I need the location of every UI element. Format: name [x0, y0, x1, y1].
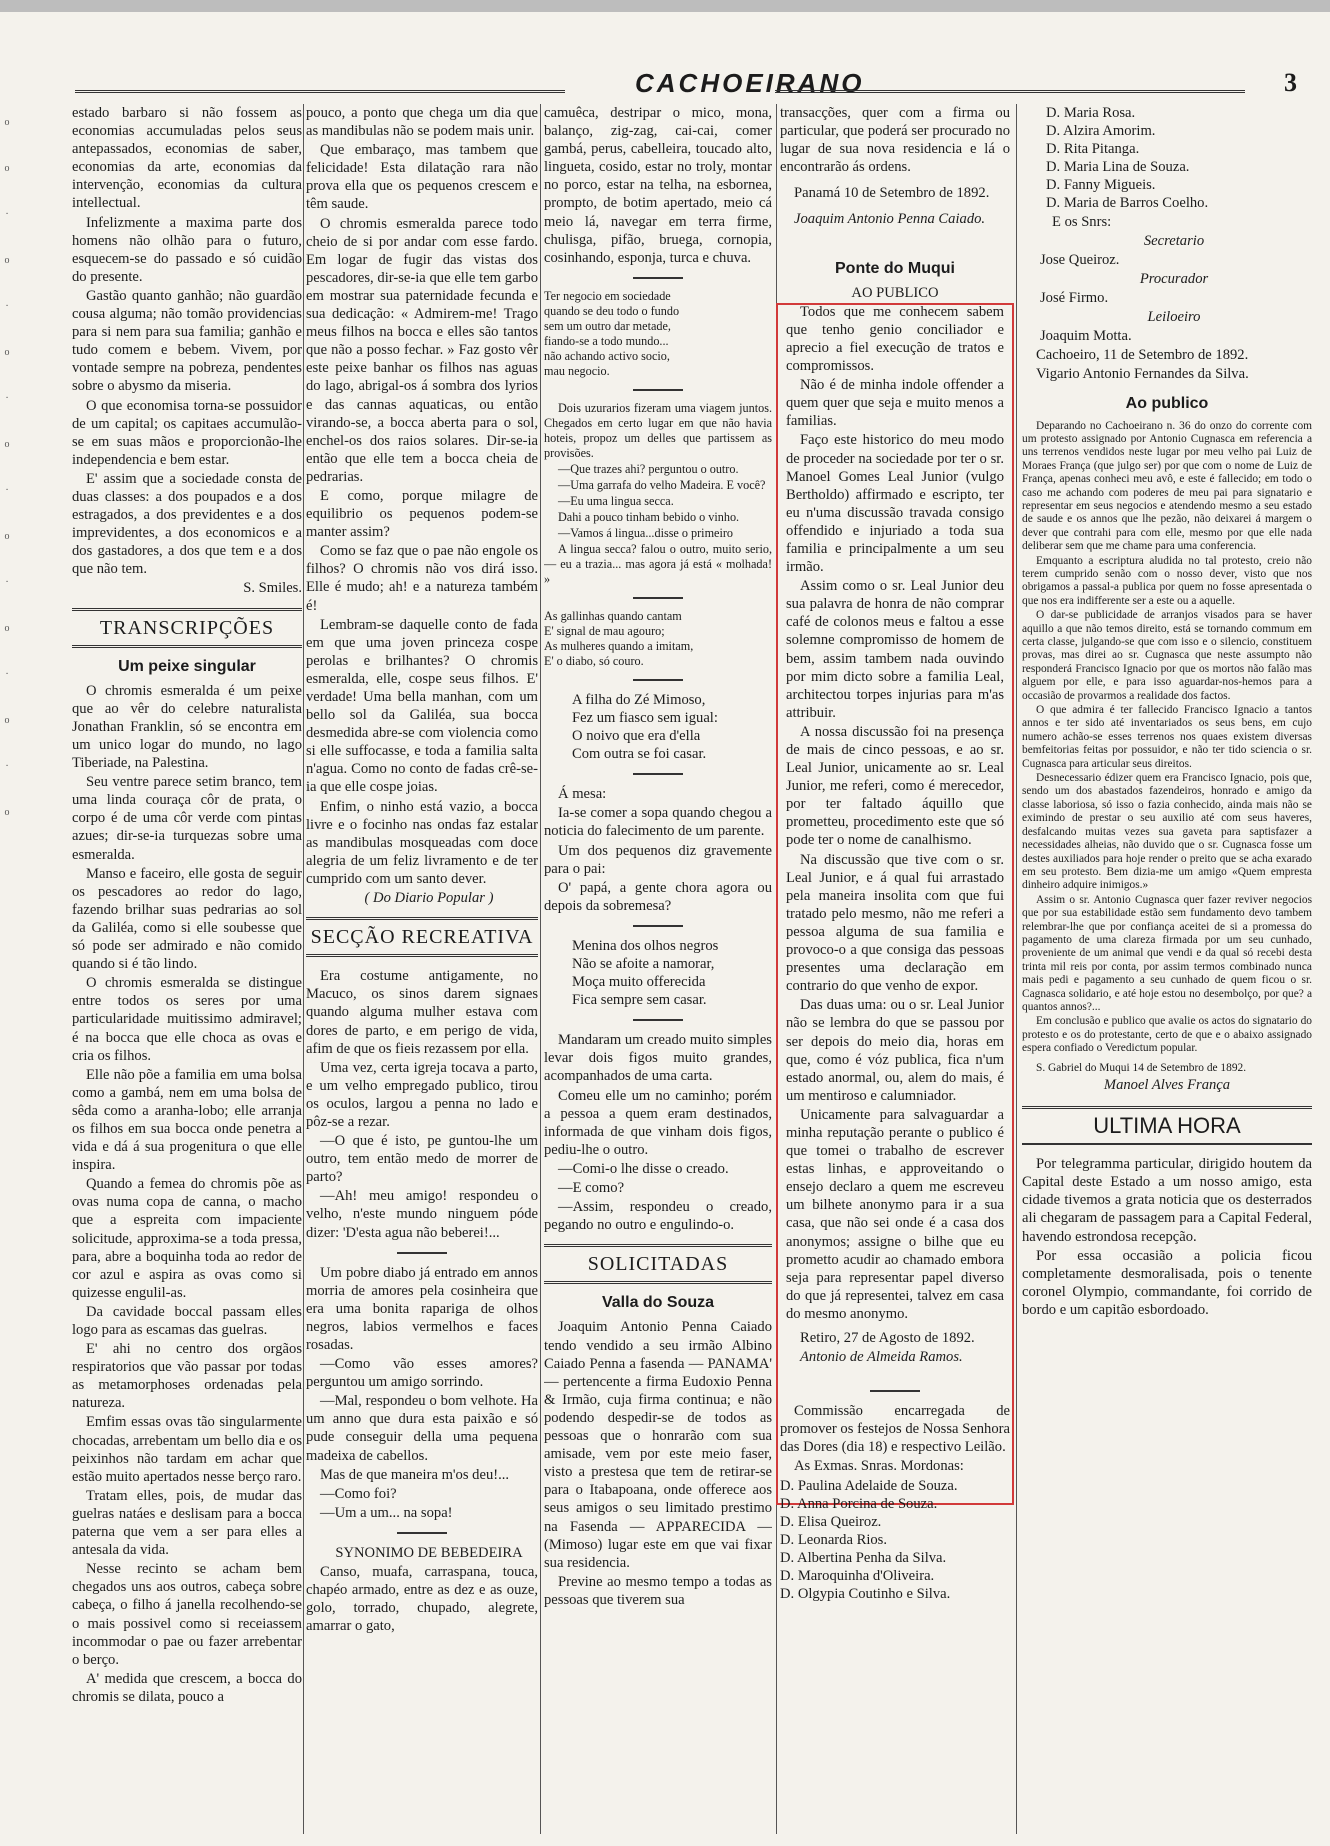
article-title: Um peixe singular	[118, 657, 256, 675]
dateline: Retiro, 27 de Agosto de 1892.	[800, 1330, 975, 1346]
scan-top-strip	[0, 0, 1330, 12]
paragraph: Que embaraço, mas tambem que felicidade! Esta dilatação rara não prova ella que os pequenos crescem e têm saude.	[306, 142, 538, 213]
verse-line: E' signal de mau agouro;	[544, 623, 665, 638]
byline: S. Smiles.	[243, 580, 302, 597]
article-title: Ao publico	[1125, 395, 1209, 413]
paragraph: E como, porque milagre de equilibrio os pequenos podem-se manter assim?	[306, 487, 538, 541]
list-item: D. Paulina Adelaide de Souza.	[780, 1477, 958, 1494]
paragraph: —E como?	[558, 1180, 625, 1196]
list-item: D. Elisa Queiroz.	[780, 1513, 882, 1530]
paragraph: Um pobre diabo já entrado em annos morria de amores pela cosinheira que era uma bonita rapariga de olhos negros, labios vermelhos e faces rosadas.	[306, 1264, 538, 1353]
paragraph: Quando a femea do chromis põe as ovas numa copa de canna, o macho que a espreita com impaciente solicitude, approxima-se a toda pressa, para, abre a boquinha toda ao redor de cor azul e aspira as ovas como si quizesse engulil-as.	[72, 1176, 302, 1301]
paragraph: —Comi-o lhe disse o creado.	[558, 1160, 729, 1177]
paragraph: Á mesa:	[558, 786, 607, 803]
list-item: D. Maria de Barros Coelho.	[1046, 195, 1209, 212]
verse-line: mau negocio.	[544, 363, 610, 378]
verse-line: O noivo que era d'ella	[572, 728, 701, 745]
verse-line: A filha do Zé Mimoso,	[572, 691, 706, 708]
paragraph: Era costume antigamente, no Macuco, os sinos darem signaes quando alguma mulher estava com dores de parto, e em perigo de vida, afim de que os fieis rezassem por ella.	[306, 968, 538, 1057]
separator	[633, 277, 683, 279]
paragraph: O chromis esmeralda parece todo cheio de si por andar com esse fardo. Em logar de fugir das vistas dos pescadores, dir-se-ia que elle tem garbo em mostrar sua paternidade fecunda e sua dedicação: « Admirem-me! Trago meus filhos na bocca e elles são tantos que não a posso fechar. » Faz gosto vêr este peixe banhar os filhos nas aguas do lago, abrigal-os á sombra dos lyrios e das cannas aquaticas, ou então virando-se, a bocca aberta para o sol, enchel-os dos raios solares. Dir-se-ia então que elle tem a bocca cheia de pedrarias.	[306, 215, 538, 485]
paragraph: —O que é isto, pe guntou-lhe um outro, tem então medo de morrer de parto?	[306, 1133, 538, 1186]
dateline: Cachoeiro, 11 de Setembro de 1892.	[1036, 347, 1249, 364]
masthead-rule-left	[75, 90, 565, 93]
paragraph: E' assim que a sociedade consta de duas classes: a dos poupados e a dos estragados, a dos previdentes e a dos imprevidentes, a dos economicos e a dos gastadores, a dos que tem e a dos que não tem.	[72, 470, 302, 578]
paragraph: Elle não põe a familia em uma bolsa como a gambá, nem em uma bolsa de sêda como a aranha-lobo; elle arranja os filhos em sua bocca onde penetra a vida e dá á sua progenitura o que elle inspira.	[72, 1066, 302, 1174]
paragraph: Seu ventre parece setim branco, tem uma linda couraça côr de prata, o corpo é de uma côr verde com pintas azues; dir-se-ia turquezas sobre uma esmeralda.	[72, 774, 302, 863]
signature: Antonio de Almeida Ramos.	[800, 1349, 963, 1366]
separator	[397, 1532, 447, 1534]
paragraph: —Assim, respondeu o creado, pegando no outro e engulindo-o.	[544, 1199, 772, 1234]
paragraph: Previne ao mesmo tempo a todas as pessoas que tiverem sua	[544, 1573, 772, 1608]
section-heading: SECÇÃO RECREATIVA	[306, 917, 538, 957]
list-item: D. Maria Rosa.	[1046, 105, 1136, 121]
verse-line: não achando activo socio,	[544, 348, 670, 363]
source-credit: ( Do Diario Popular )	[364, 890, 494, 907]
column-rule	[1016, 104, 1017, 1834]
masthead-rule-right	[775, 90, 1245, 93]
paragraph: Todos que me conhecem sabem que tenho genio conciliador e aprecio a fiel execução de tratos e compromissos.	[786, 303, 1004, 375]
verse-line: quando se deu todo o fundo	[544, 303, 680, 318]
paragraph: O chromis esmeralda é um peixe que ao vêr do celebre naturalista Jonathan Franklin, só se encontra em um unico logar do mundo, no lago Tiberiade, na Palestina.	[72, 682, 302, 772]
role-name: José Firmo.	[1040, 289, 1109, 306]
signature: Manoel Alves França	[1103, 1077, 1231, 1093]
paragraph: transacções, quer com a firma ou particular, que poderá ser procurado no lugar de sua nova residencia e lá o encontrarão ás ordens.	[780, 105, 1010, 176]
paragraph: Commissão encarregada de promover os festejos de Nossa Senhora das Dores (dia 18) e respectivo Leilão.	[780, 1403, 1010, 1456]
role-label: Leiloeiro	[1147, 309, 1201, 326]
paragraph: Um dos pequenos diz gravemente para o pai:	[544, 842, 772, 877]
paragraph: Comeu elle um no caminho; porém a pessoa a quem eram destinados, informada de que vinham dois figos, pediu-lhe o outro.	[544, 1087, 772, 1158]
role-label: Secretario	[1143, 232, 1205, 249]
paragraph: Ia-se comer a sopa quando chegou a noticia do falecimento de um parente.	[544, 805, 772, 840]
paragraph: Dahi a pouco tinham bebido o vinho.	[558, 509, 740, 524]
paragraph: Mandaram um creado muito simples levar dois figos muito grandes, acompanhados de uma carta.	[544, 1032, 772, 1085]
signature: Joaquim Antonio Penna Caiado.	[794, 211, 986, 228]
masthead	[75, 64, 1305, 104]
paragraph: Deparando no Cachoeirano n. 36 do onzo do corrente com um protesto assignado por Antonio Cugnasca em referencia a uns terrenos vendidos neste lugar por meu velho pai Luiz de Moraes França (que julgo ser) por que com o nome de Luiz de França, apenas conheci meu avô, e este é fallecido; em todo o caso me achando com poderes de meu pai para signatario e representar em seus negocios e atendendo mesmo a seu estado de saude e os annos que lhe pezão, não deixarei á margem o dever que contrahi para com elle, mesmo por que elle nada deliberar sem que me chame para uma conferencia.	[1022, 419, 1312, 553]
verse-line: As mulheres quando a imitam,	[544, 638, 694, 653]
verse-line: As gallinhas quando cantam	[544, 608, 682, 623]
paragraph: —Uma garrafa do velho Madeira. E você?	[558, 477, 766, 492]
paragraph: Por telegramma particular, dirigido houtem da Capital deste Estado a um nosso amigo, esta cidade tivemos a grata noticia que os desterrados ali chegaram de passagem para a Capital Federal, havendo estrondosa recepção.	[1022, 1156, 1312, 1245]
article-title: Valla do Souza	[601, 1294, 715, 1312]
paragraph: Gastão quanto ganhão; não guardão cousa alguma; não tomão providencias para si nem para sua familia; ganhão e tudo comem e bebem. Vivem, por vontade sempre na pobreza, pendentes sobre o abysmo da miseria.	[72, 287, 302, 395]
paragraph: Da cavidade boccal passam elles logo para as escamas das guelras.	[72, 1303, 302, 1338]
label: E os Snrs:	[1052, 213, 1112, 230]
verse-line: Não se afoite a namorar,	[572, 955, 715, 972]
paragraph: O que economisa torna-se possuidor de um capital; os capitaes accumulão-se em suas mãos e proporcionão-lhe independencia e bem estar.	[72, 397, 302, 468]
paragraph: Assim como o sr. Leal Junior deu sua palavra de honra de não comprar café de colonos meus e faltou a esse solemne compromisso de homem de bem, assim tambem nada ouvindo por mim dicto sobre a familia Leal, architectou torpes injurias para m'as attribuir.	[786, 578, 1004, 721]
section-heading: ULTIMA HORA	[1022, 1106, 1312, 1145]
paragraph: Por essa occasião a policia ficou completamente desmoralisada, pois o tenente coronel Olympio, commandante, foi corrido de bordo e um capitão esbordoado.	[1022, 1247, 1312, 1318]
name-list	[780, 1477, 1010, 1604]
paragraph: As Exmas. Snras. Mordonas:	[794, 1458, 964, 1475]
role-name: Joaquim Motta.	[1040, 328, 1132, 345]
list-item: D. Anna Porcina de Souza.	[780, 1495, 938, 1512]
paragraph: Canso, muafa, carraspana, touca, chapéo armado, entre as dez e as ouze, golo, torrado, chupado, alegrete, amarrar o gato,	[306, 1564, 538, 1635]
paragraph: Faço este historico do meu modo de proceder na sociedade por ter o sr. Manoel Gomes Leal Junior (vulgo Bertholdo) affirmado e escripto, ter eu n'uma discussão travada consigo offendido e injuriado a toda sua familia e principalmente a um seu irmão.	[786, 432, 1004, 576]
separator	[633, 925, 683, 927]
newspaper-title: CACHOEIRANO	[635, 68, 865, 98]
paragraph: Lembram-se daquelle conto de fada em que uma joven princeza cospe perolas e brilhantes? O chromis esmeralda, elle, cospe seus filhos. E' verdade! Uma bella manhan, com um bello sol da Galiléa, sua bocca desmedida abre-se com violencia como si elle suffocasse, e toda a familia salta n'agua. Como no conto de fadas crê-se-ia que elle cospe joias.	[306, 616, 538, 796]
list-item: D. Albertina Penha da Silva.	[780, 1549, 947, 1566]
paragraph: Emquanto a escriptura aludida no tal protesto, creio não terem cumprido senão com o nosso dever, visto que nos obrigamos a passal-a publica por quem no fosse apresentada o que nos era indifferente ser a este ou a aquelle.	[1022, 554, 1312, 607]
paragraph: O chromis esmeralda se distingue entre todos os seres por uma particularidade muitissimo admiravel; é na bocca que elle choca as ovas e cria os filhos.	[72, 975, 302, 1064]
dateline: Panamá 10 de Setembro de 1892.	[794, 185, 990, 202]
dateline: S. Gabriel do Muqui 14 de Setembro de 1892.	[1036, 1061, 1247, 1074]
paragraph: —Como vão esses amores? perguntou um amigo sorrindo.	[306, 1356, 538, 1391]
verse-line: Com outra se foi casar.	[572, 746, 707, 763]
paragraph: A nossa discussão foi na presença de mais de cinco pessoas, e ao sr. Leal Junior, unicamente ao sr. Leal Junior, me referi, como é merecedor, por ter faltado áquillo que prometteu, procedimento este que só pode ter o nome de canalhismo.	[786, 723, 1004, 849]
paragraph: Joaquim Antonio Penna Caiado tendo vendido a seu irmão Albino Caiado Penna a fasenda — PANAMA' — pertencente a firma Eudoxio Penna & Irmão, cuja firma continua; e não podendo despedir-se de todos as pessoas que o honrarão com sua amisade, vem por este meio faser, visto a prestesa que tem de retirar-se para o Itabapoana, onde offerece aos seus amigos o seu limitado prestimo na Fasenda — APPARECIDA — (Mimoso) lugar este em que vai fixar sua residencia.	[544, 1319, 772, 1571]
paragraph: Como se faz que o pae não engole os filhos? O chromis não vos dirá isso. Elle é mudo; ah! e a natureza também é!	[306, 543, 538, 614]
paragraph: Não é de minha indole offender a quem quer que seja e muito menos a familias.	[786, 377, 1004, 430]
paragraph: E' ahi no centro dos orgãos respiratorios que vão passar por todas as metamorphoses ordenadas pela natureza.	[72, 1341, 302, 1412]
column-rule	[540, 104, 541, 1834]
paragraph: A' medida que crescem, a bocca do chromis se dilata, pouco a	[72, 1670, 302, 1705]
verse-line: Menina dos olhos negros	[572, 937, 719, 954]
paragraph: Emfim essas ovas tão singularmente chocadas, arrebentam um bello dia e os peixinhos não tardam em achar que estão muito apertados nesse berço raro.	[72, 1414, 302, 1485]
paragraph: camuêca, destripar o mico, mona, balanço, zig-zag, cai-cai, comer gambá, perus, cabelleira, toucado alto, lingueta, cosido, estar no troly, montar no porco, estar na telha, na esbornea, prompto, de botim apertado, meio cá meio lá, navegar em terra firme, chulisga, pifão, bruega, cornopia, cosinhando, esponja, turca e chuva.	[544, 105, 772, 266]
paragraph: —Um a um... na sopa!	[320, 1504, 453, 1521]
section-heading: SOLICITADAS	[544, 1244, 772, 1284]
paragraph: —Mal, respondeu o bom velhote. Ha um anno que dura esta paixão e só pude conseguir della uma pequena madeixa de cabellos.	[306, 1393, 538, 1464]
separator	[633, 597, 683, 599]
column-rule	[303, 104, 304, 1834]
verse-line: Fica sempre sem casar.	[572, 992, 707, 1009]
list-item: D. Leonarda Rios.	[780, 1531, 887, 1548]
paragraph: Dois uzurarios fizeram uma viagem juntos. Chegados em certo lugar em que não havia hoteis, propoz um delles que partissem as provisões.	[544, 400, 772, 460]
paragraph: Manso e faceiro, elle gosta de seguir os pescadores ao redor do lago, fazendo brilhar suas pedrarias ao sol da Galiléa, como si elle soubesse que só pode ser admirado e não comido quando si é tão lindo.	[72, 865, 302, 973]
paragraph: Desnecessario édizer quem era Francisco Ignacio, pois que, sendo um dos abastados fazendeiros, honrado e amigo da classe laboriosa, só isso o fazia conhecido, ainda mais não se eximindo de prestar o seu auxilio até com seus haveres, desfalcando muitas vezes sua gaveta para saptisfazer a necessidades alheias, não duvido que o sr. Cugnasca fosse um destes auxiliados para hoje render o preito que se acha exarado em seu protesto. Bem dizia-me um amigo «Quem empresta dinheiro adquire inimigos.»	[1022, 772, 1312, 892]
verse-line: Moça muito offerecida	[572, 974, 706, 991]
separator	[633, 389, 683, 391]
paragraph: Infelizmente a maxima parte dos homens não olhão para o futuro, esquecem-se do passado e só cuidão do presente.	[72, 214, 302, 285]
verse-line: Fez um fiasco sem igual:	[572, 709, 718, 726]
paragraph: Uma vez, certa igreja tocava a parto, e um velho empregado publico, tirou os oculos, largou a penna no lado e pôz-se a rezar.	[306, 1059, 538, 1130]
separator	[633, 1019, 683, 1021]
verse-line: sem um outro dar metade,	[544, 318, 671, 333]
article-title: Ponte do Muqui	[835, 259, 955, 277]
verse-line: E' o diabo, só couro.	[544, 653, 644, 668]
section-heading: TRANSCRIPÇÕES	[72, 608, 302, 648]
paragraph: Mas de que maneira m'os deu!...	[320, 1466, 510, 1483]
verse	[544, 609, 772, 669]
page-number: 3	[1284, 68, 1297, 97]
list-item: D. Maria Lina de Souza.	[1046, 159, 1190, 176]
verse-line: fiando-se a todo mundo...	[544, 333, 669, 348]
list-item: D. Rita Pitanga.	[1046, 141, 1140, 158]
paragraph: pouco, a ponto que chega um dia que as mandibulas não se podem mais unir.	[306, 105, 538, 140]
paragraph: Unicamente para salvaguardar a minha reputação perante o publico é que tomei o trabalho de escrever estas linhas, e approveitando o ensejo declaro a quem me escreveu um bilhete anonymo para ir a sua casa, que não sei onde é a casa dos anonymos; assigne o bilhe que eu prometto acudir ao chamado embora seja para representar papel diverso do que já representei, talvez em casa do mesmo anonymo.	[786, 1106, 1004, 1322]
column-4	[780, 104, 1010, 1834]
paragraph: Em conclusão e publico que avalie os actos do signatario do protesto e os do protestante, certo de que e o abaixo assignado espera confiado o Veredictum popular.	[1022, 1015, 1312, 1055]
paragraph: Na discussão que tive com o sr. Leal Junior, e á qual fui arrastado pela maneira insolita com que fui tratado pelo mesmo, não me referi a pessoa alguma de sua familia e provoco-o a que consiga das pessoas presentes uma declaração em contrario do que venho de expor.	[786, 851, 1004, 995]
paragraph: Enfim, o ninho está vazio, a bocca livre e o focinho nas ondas faz estalar as mandibulas mosqueadas com doce alegria de um feliz livramento e de ter cumprido com um santo dever.	[306, 798, 538, 887]
list-item: D. Olgypia Coutinho e Silva.	[780, 1586, 951, 1603]
column-3	[544, 104, 772, 1834]
paragraph: Das duas uma: ou o sr. Leal Junior não se lembra do que se passou por ser depois do meio dia, horas em que, como é vóz publica, fica n'um estado anormal, ou, alem do mais, é um mentiroso e calumniador.	[786, 997, 1004, 1104]
paragraph: —Eu uma lingua secca.	[558, 493, 674, 508]
paragraph: Tratam elles, pois, de mudar das guelras natáes e deslisam para a bocca paterna que vem a ser para elles a antesala da vida.	[72, 1487, 302, 1559]
paragraph: Assim o sr. Antonio Cugnasca quer fazer reviver negocios que por sua estabilidade estão sem fundamento devo tambem relembrar-lhe que por confiança aceitei de si a promessa do pagamento de uma clareza firmada por um seu cunhado, proveniente de um animal que vendi e da qual só recebi desta trinta mil reis por conta, por assim termos combinado nunca mais pedi e pagamento a seu cunhado de quem ficou o sr. Cagnasca solidario, e até hoje estou no desembolço, por que? a quantos annos?...	[1022, 893, 1312, 1013]
column-1	[72, 104, 302, 1834]
paragraph: —Como foi?	[320, 1485, 397, 1502]
subtitle: AO PUBLICO	[851, 284, 939, 301]
signature: Vigario Antonio Fernandes da Silva.	[1036, 366, 1249, 383]
list-item: D. Alzira Amorim.	[1046, 123, 1156, 140]
subsection-title: SYNONIMO DE BEBEDEIRA	[335, 1544, 523, 1561]
paragraph: A lingua secca? falou o outro, muito serio, — eu a trazia... mas agora já está « molhada! »	[544, 541, 772, 586]
paragraph: Nesse recinto se acham bem chegados uns aos outros, cabeça sobre cabeça, o filho á janella recolhendo-se o mais possivel como si receiassem incommodar o pae ou fazer arrebentar o berço.	[72, 1561, 302, 1668]
verse	[544, 937, 772, 1009]
paragraph: estado barbaro si não fossem as economias accumuladas pelos seus antepassados, economias de saber, economias da arte, economias da intervenção, economias da cultura intellectual.	[72, 105, 302, 212]
list-item: D. Fanny Migueis.	[1046, 177, 1156, 194]
role-name: Jose Queiroz.	[1040, 251, 1120, 268]
separator	[633, 679, 683, 681]
paragraph: O que admira é ter fallecido Francisco Ignacio a tantos annos e ter sido até inventariados os seus bens, em cujo numero achão-se esses terrenos nos quaes existem diversas bemfeitorias feitas por possuidor, e não ter tido sciencia o sr. Cugnasca para articular seus direitos.	[1022, 704, 1312, 770]
verse	[544, 289, 772, 379]
paragraph: —Vamos á lingua...disse o primeiro	[558, 525, 733, 540]
name-list	[1022, 104, 1312, 213]
list-item: D. Maroquinha d'Oliveira.	[780, 1568, 935, 1585]
paragraph: O dar-se publicidade de arranjos visados para se haver aquillo a que não temos direito, está se tornando commum em certa classe, julgando-se que com isso e o silencio, constituem provas, mas direi ao sr. Cugnasca que neste assumpto não responderá Francisco Ignacio por que os mortos não falão mas alguem por elle, e para isso aguardar-nos-hemos para a occasião de provarmos a realidade dos factos.	[1022, 609, 1312, 702]
paragraph: —Que trazes ahi? perguntou o outro.	[558, 461, 739, 476]
column-2	[306, 104, 538, 1834]
verse	[544, 691, 772, 763]
role-label: Procurador	[1139, 270, 1209, 287]
left-margin-marks: o o · o · o · o · o · o · o · o	[4, 117, 10, 818]
separator	[633, 773, 683, 775]
separator	[870, 1390, 920, 1392]
paragraph: —Ah! meu amigo! respondeu o velho, n'este mundo ninguem póde dizer: 'D'esta agua não beberei!...	[306, 1188, 538, 1241]
column-5	[1022, 104, 1312, 1834]
separator	[397, 1252, 447, 1254]
verse-line: Ter negocio em sociedade	[544, 288, 671, 303]
paragraph: O' papá, a gente chora agora ou depois da sobremesa?	[544, 879, 772, 914]
